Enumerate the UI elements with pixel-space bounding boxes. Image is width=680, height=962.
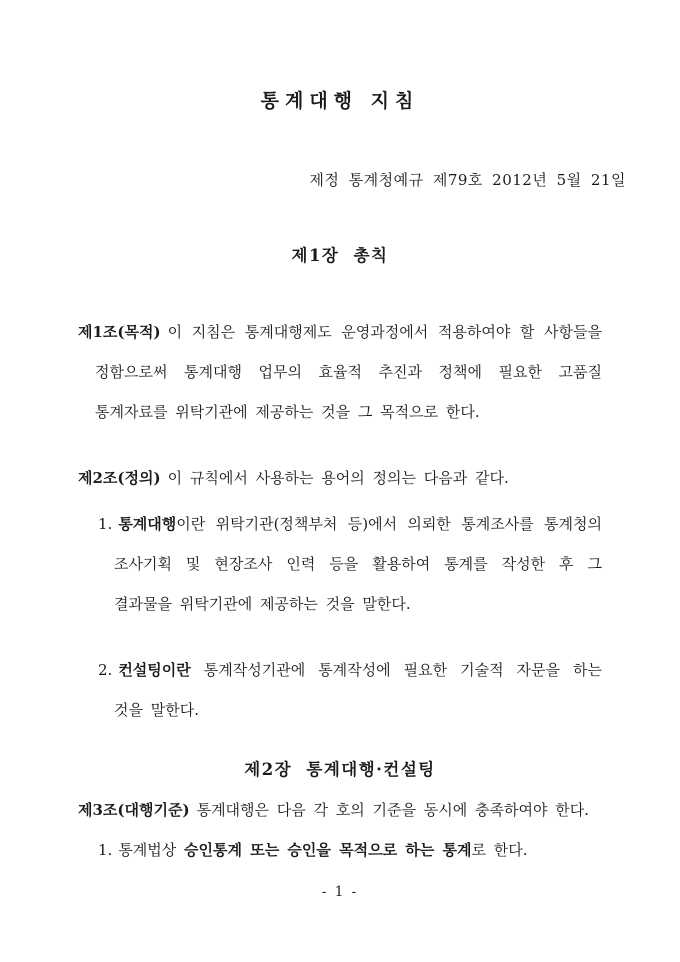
article-3-text: 통계대행은 다음 각 호의 기준을 동시에 충족하여야 한다.	[196, 801, 589, 819]
definition-item-1-number: 1.	[98, 515, 113, 533]
definition-item-2-text: 통계작성기관에 통계작성에 필요한 기술적 자문을 하는 것을 말한다.	[114, 661, 602, 719]
definition-item-2	[78, 650, 602, 730]
definition-item-2-number: 2.	[98, 661, 113, 679]
chapter-2-heading: 제2장 통계대행·컨설팅	[244, 760, 436, 779]
document-title: 통계대행 지침	[260, 90, 420, 112]
article-3-criteria	[78, 790, 602, 830]
article-3-label: 제3조(대행기준)	[78, 801, 190, 819]
chapter-1-heading: 제1장 총칙	[291, 246, 389, 265]
definition-item-1-term: 통계대행	[118, 515, 177, 533]
criteria-item-1-number: 1.	[98, 841, 113, 859]
criteria-item-1-suffix: 로 한다.	[471, 841, 528, 859]
article-1-text: 이 지침은 통계대행제도 운영과정에서 적용하여야 할 사항들을 정함으로써 통계대행 업무의 효율적 추진과 정책에 필요한 고품질 통계자료를 위탁기관에 제공하는 것을 그 목적으로 한다.	[95, 323, 602, 421]
article-1-label: 제1조(목적)	[78, 323, 161, 341]
article-2-label: 제2조(정의)	[78, 469, 161, 487]
article-1-purpose	[78, 312, 602, 432]
definition-item-1	[78, 504, 602, 624]
criteria-item-1	[78, 830, 602, 870]
criteria-item-1-term: 승인통계 또는 승인을 목적으로 하는 통계	[184, 841, 472, 859]
article-2-text: 이 규칙에서 사용하는 용어의 정의는 다음과 같다.	[167, 469, 509, 487]
article-2-definitions	[78, 458, 602, 498]
page-number: - 1 -	[321, 884, 359, 900]
enactment-line: 제정 통계청예규 제79호 2012년 5월 21일	[309, 171, 626, 189]
definition-item-1-text: 이란 위탁기관(정책부처 등)에서 의뢰한 통계조사를 통계청의 조사기획 및 현장조사 인력 등을 활용하여 통계를 작성한 후 그 결과물을 위탁기관에 제공하는 것을 말한다.	[114, 515, 602, 613]
criteria-item-1-prefix: 통계법상	[118, 841, 185, 859]
definition-item-2-term: 컨설팅이란	[118, 661, 191, 679]
